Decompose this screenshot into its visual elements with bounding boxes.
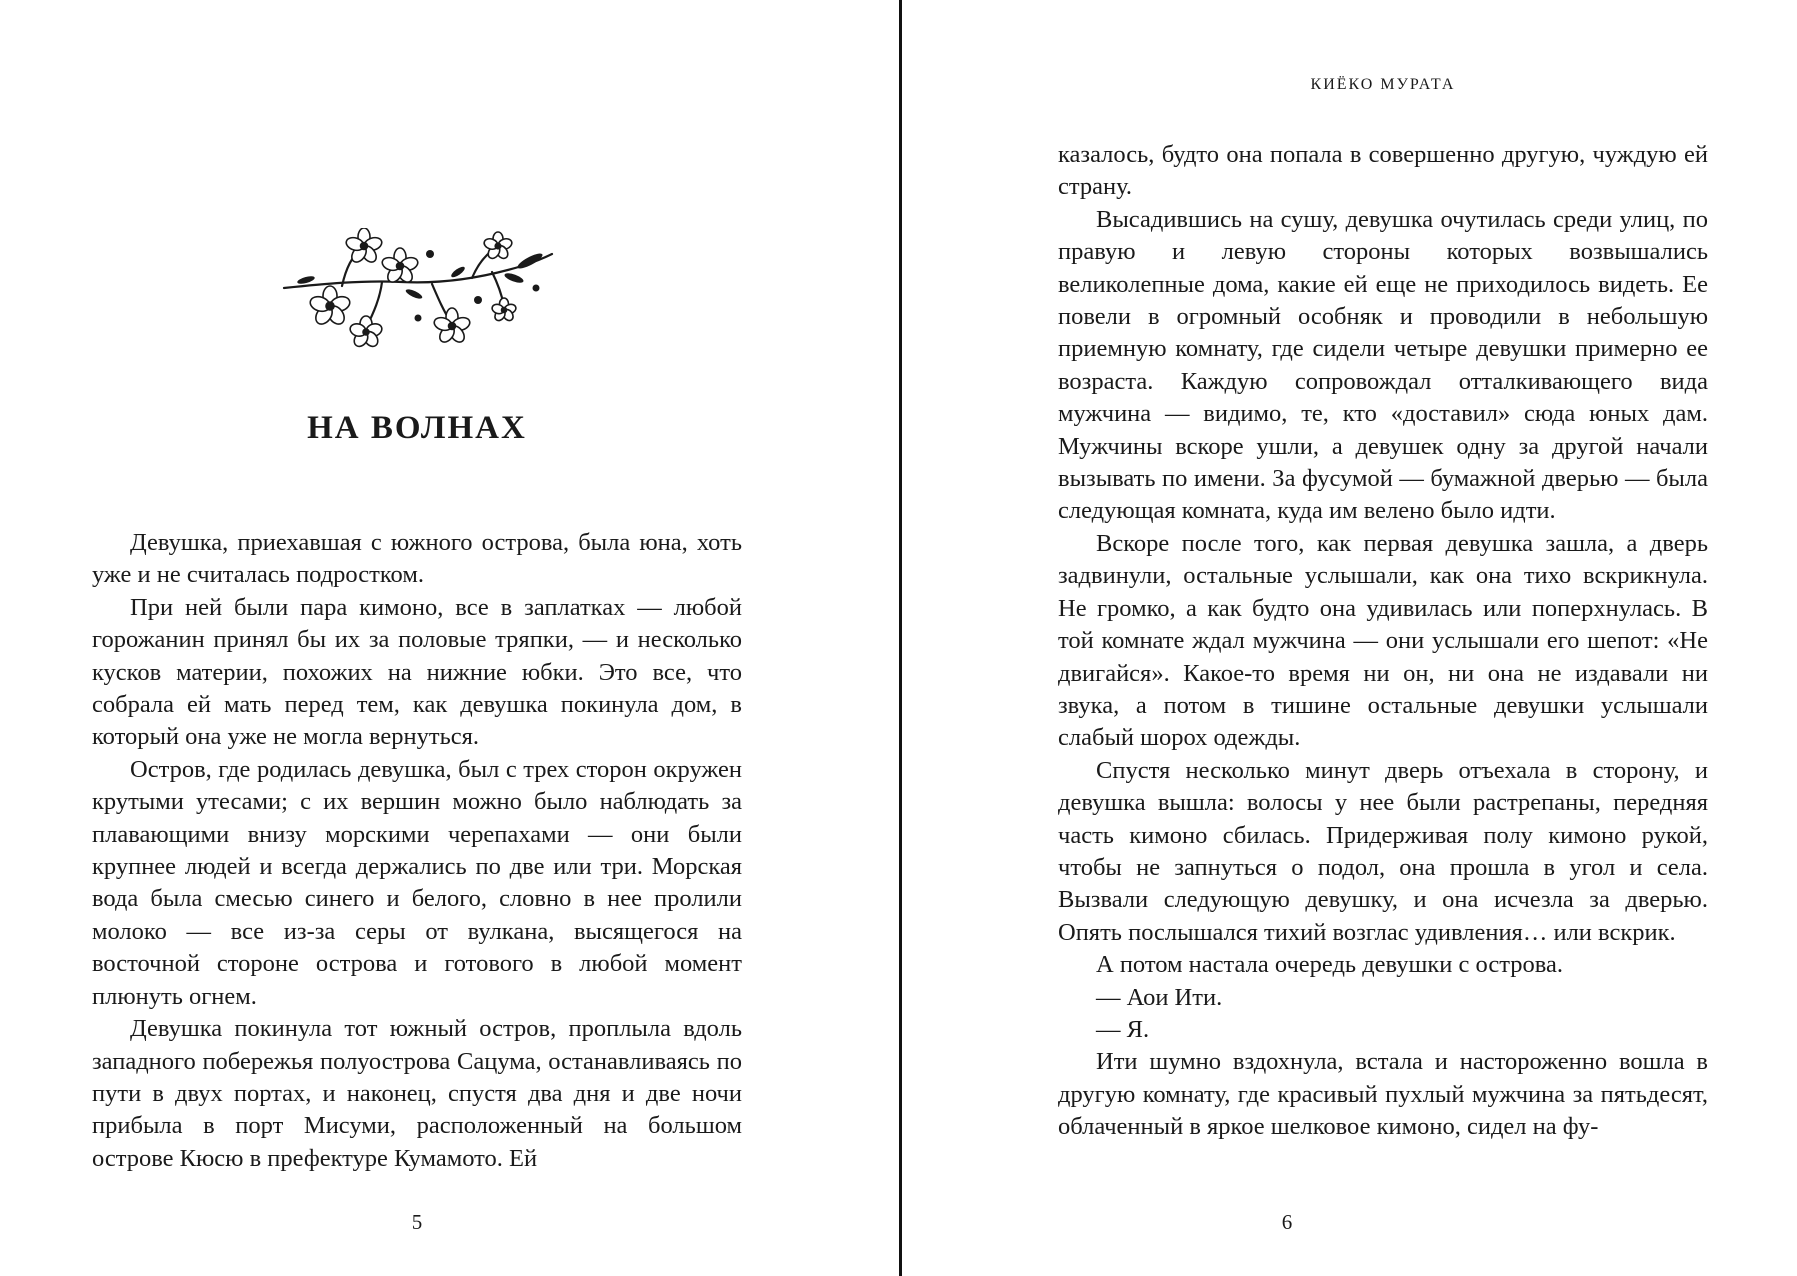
- right-page: [904, 0, 1797, 1276]
- paragraph: Остров, где родилась девушка, был с трех сторон окружен крутыми утесами; с их вершин можно было наблюдать за плавающими внизу морскими черепахами — они были крупнее людей и всегда держались по две или три. Морская вода была смесью синего и белого, словно в нее пролили молоко — все из-за серы от вулкана, высящегося на восточной стороне острова и готового в любой момент плюнуть огнем.: [92, 755, 742, 1010]
- running-head: КИЁКО МУРАТА: [1310, 76, 1456, 93]
- page-number: 6: [1281, 1210, 1293, 1234]
- dialogue-line: — Я.: [1096, 1015, 1150, 1043]
- book-spine-divider: [899, 0, 902, 1276]
- paragraph: Вскоре после того, как первая девушка зашла, а дверь задвинули, остальные услышали, как она тихо вскрикнула. Не громко, а как будто она удивилась или поперхнулась. В той комнате ждал мужчина — они услышали его шепот: «Не двигайся». Какое-то время ни он, ни она не издавали ни звука, а потом в тишине остальные девушки услышали слабый шорох одежды.: [1058, 529, 1708, 752]
- chapter-title: НА ВОЛНАХ: [307, 410, 527, 446]
- right-body-text: [1058, 139, 1708, 1144]
- paragraph: Спустя несколько минут дверь отъехала в сторону, и девушка вышла: волосы у нее были растрепаны, передняя часть кимоно сбилась. Придерживая полу кимоно рукой, чтобы не запнуться о подол, она прошла в угол и села. Вызвали следующую девушку, и она исчезла за дверью. Опять послышался тихий возглас удивления… или вскрик.: [1058, 756, 1708, 946]
- paragraph: При ней были пара кимоно, все в заплатках — любой горожанин принял бы их за половые тряпки, — и несколько кусков материи, похожих на нижние юбки. Это все, что собрала ей мать перед тем, как девушка покинула дом, в который она уже не могла вернуться.: [92, 593, 742, 751]
- paragraph: А потом настала очередь девушки с острова.: [1096, 951, 1564, 979]
- paragraph: Девушка, приехавшая с южного острова, была юна, хоть уже и не считалась подростком.: [92, 529, 742, 589]
- paragraph: Девушка покинула тот южный остров, проплыла вдоль западного побережья полуострова Сацума, останавливаясь по пути в двух портах, и наконец, спустя два дня и две ночи прибыла в порт Мисуми, расположенный на большом острове Кюсю в префектуре Кумамото. Ей: [92, 1015, 742, 1172]
- paragraph: Высадившись на сушу, девушка очутилась среди улиц, по правую и левую стороны которых возвышались великолепные дома, какие ей еще не приходилось видеть. Ее повели в огромный особняк и проводили в небольшую приемную комнату, где сидели четыре девушки примерно ее возраста. Каждую сопровождал отталкивающего вида мужчина — видимо, те, кто «доставил» сюда юных дам. Мужчины вскоре ушли, а девушек одну за другой начали вызывать по имени. За фусумой — бумажной дверью — была следующая комната, куда им велено было идти.: [1058, 205, 1708, 525]
- left-body-text: [92, 527, 742, 1175]
- paragraph-continuation: казалось, будто она попала в совершенно другую, чуждую ей страну.: [1058, 141, 1708, 201]
- page-number: 5: [411, 1210, 423, 1234]
- cherry-blossom-branch-icon: [282, 228, 554, 356]
- dialogue-line: — Аои Ити.: [1096, 983, 1223, 1011]
- paragraph: Ити шумно вздохнула, встала и настороженно вошла в другую комнату, где красивый пухлый мужчина за пятьдесят, облаченный в яркое шелковое кимоно, сидел на фу-: [1058, 1048, 1708, 1141]
